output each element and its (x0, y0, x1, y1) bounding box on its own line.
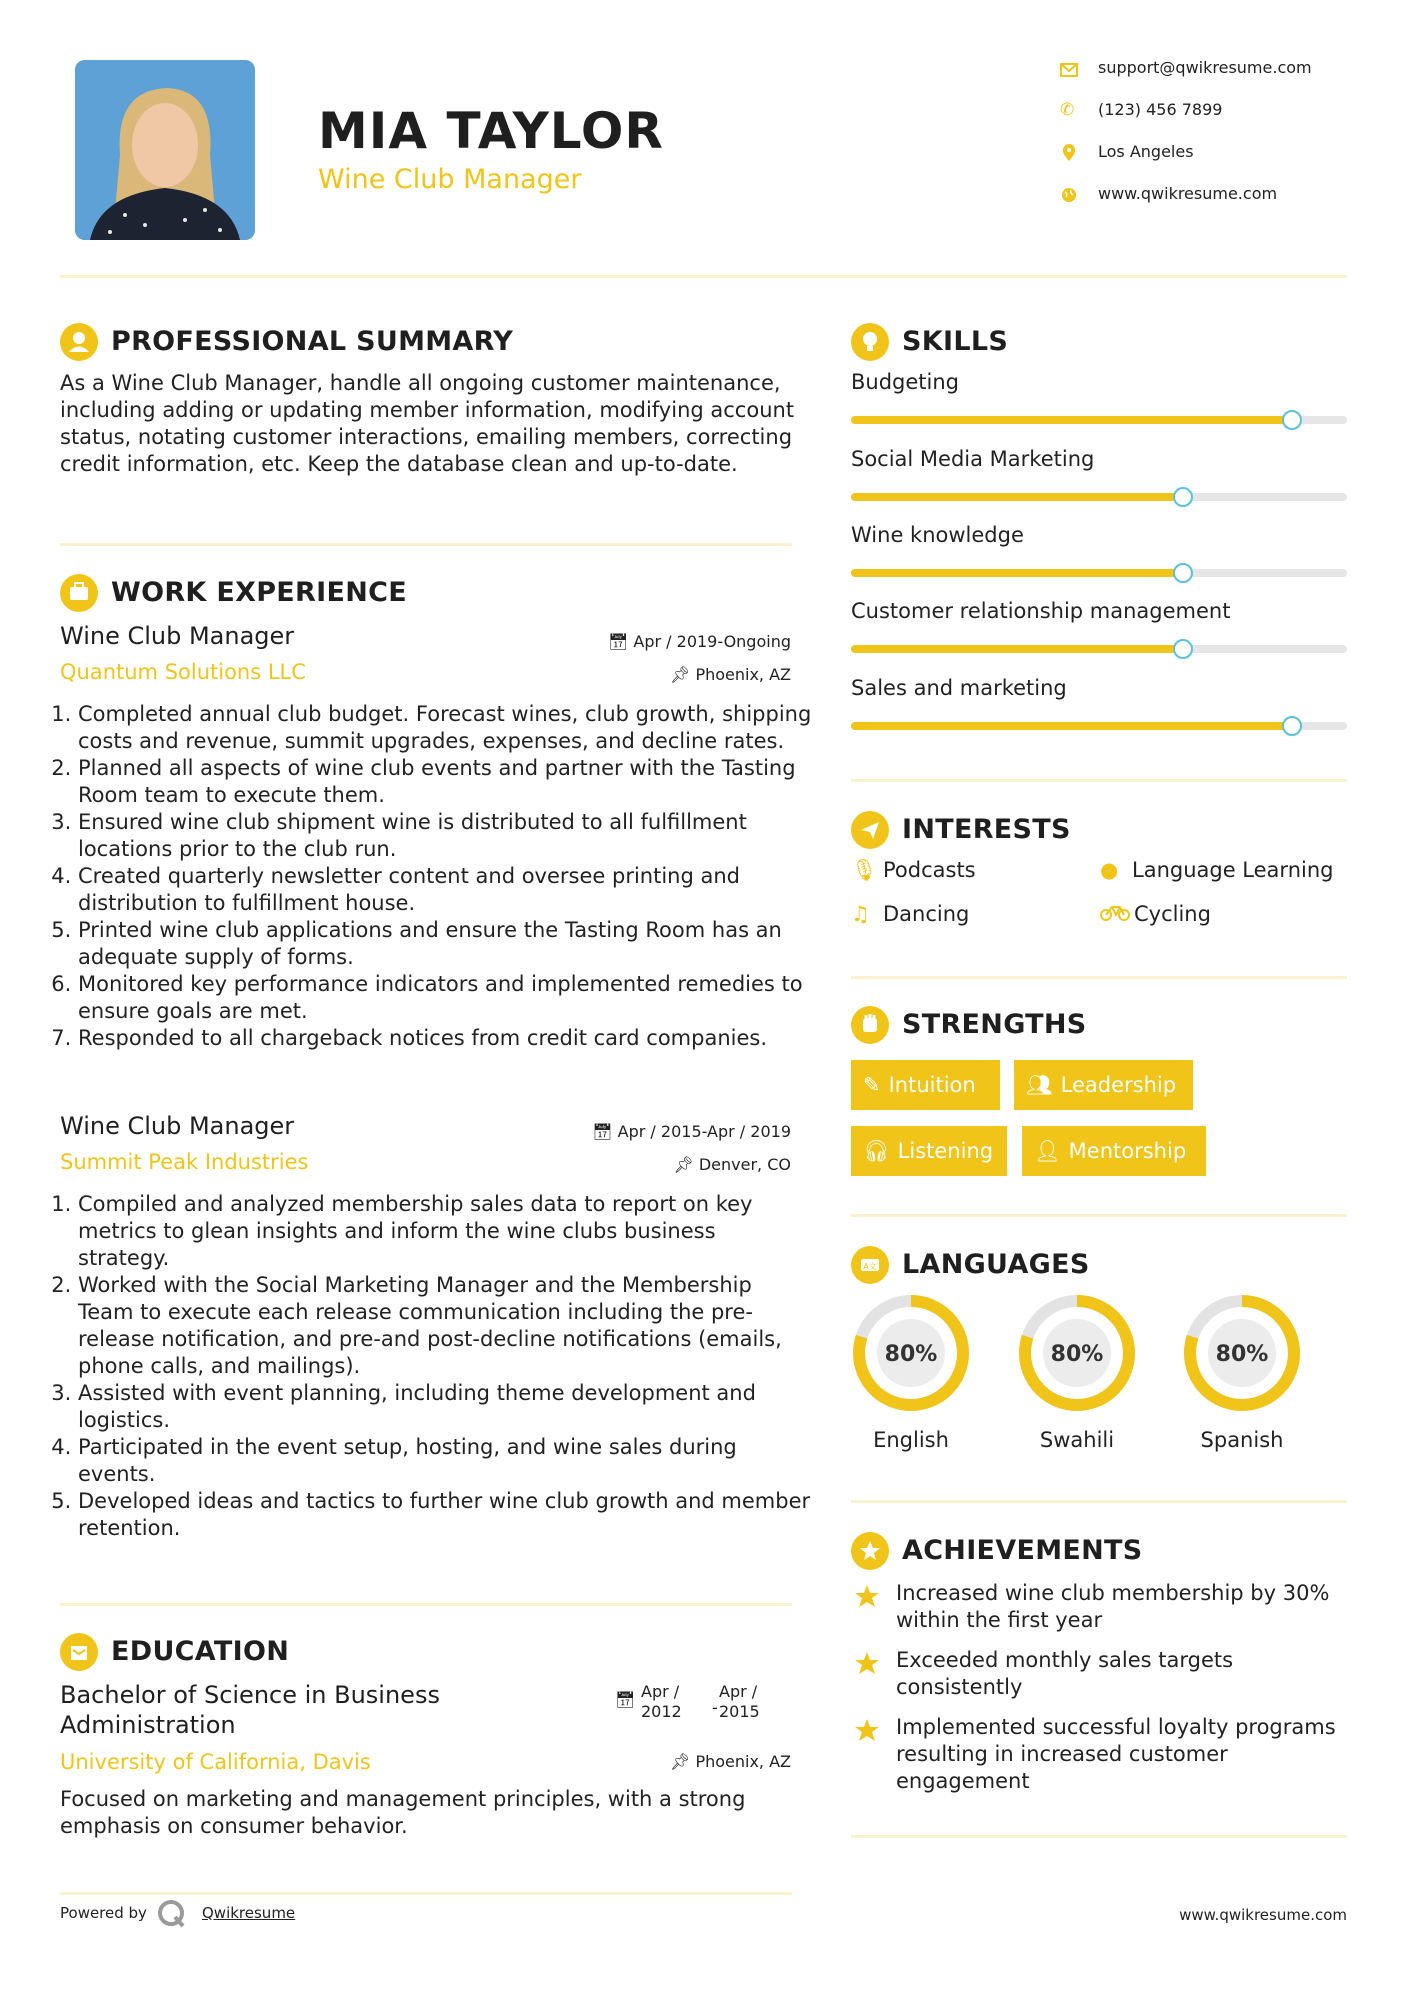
lightbulb-icon (851, 323, 889, 361)
calendar-icon: 📅︎ (607, 632, 629, 651)
achievement-item: Increased wine club membership by 30% within the first year (851, 1580, 1347, 1634)
skill-label: Social Media Marketing (851, 447, 1095, 471)
list-item: 4. Participated in the event setup, hosting, and wine sales during events. (78, 1434, 813, 1488)
experience-divider (60, 1603, 792, 1606)
list-item: 1. Completed annual club budget. Forecast wines, club growth, shipping costs and revenue, summit upgrades, expenses, and decline rates. (78, 701, 813, 755)
languages-heading: LANGUAGES (902, 1249, 1090, 1280)
list-item: 1. Compiled and analyzed membership sales data to report on key metrics to glean insights and inform the wine clubs business strategy. (78, 1191, 813, 1272)
job-1-bullets (58, 701, 813, 1052)
skill-level-handle (1173, 639, 1193, 659)
list-item: 3. Ensured wine club shipment wine is distributed to all fulfillment locations prior to the club run. (78, 809, 813, 863)
summary-heading: PROFESSIONAL SUMMARY (111, 326, 514, 357)
user-plus-icon: 👤︎ (1034, 1139, 1061, 1163)
summary-text: As a Wine Club Manager, handle all ongoing customer maintenance, including adding or updating member information, modifying account status, notating customer interactions, emailing members, correcting credit information, etc. Keep the database clean and up-to-date. (60, 371, 795, 476)
skill-label: Sales and marketing (851, 676, 1067, 700)
pin-icon: 📌︎ (673, 1155, 694, 1174)
language-item (1016, 1292, 1138, 1452)
map-pin-icon (1062, 144, 1076, 162)
graduation-icon (60, 1633, 98, 1671)
summary-divider (60, 543, 792, 546)
globe-icon: ● (1100, 858, 1119, 882)
list-item: 7. Responded to all chargeback notices from credit card companies. (78, 1025, 813, 1052)
qwikresume-link[interactable]: Qwikresume (202, 1904, 296, 1922)
list-item: 2. Planned all aspects of wine club events and partner with the Tasting Room team to execute them. (78, 755, 813, 809)
education-heading: EDUCATION (111, 1636, 290, 1667)
job-1-company: Quantum Solutions LLC (60, 660, 306, 684)
language-name: English (873, 1428, 949, 1452)
strengths-divider (851, 1214, 1347, 1217)
interest-language-learning: ● Language Learning (1100, 858, 1334, 882)
footer-site-link[interactable]: www.qwikresume.com (1179, 1906, 1347, 1924)
skill-level-handle (1282, 716, 1302, 736)
interest-cycling: Cycling (1100, 902, 1211, 926)
interest-dancing: ♫ Dancing (851, 902, 970, 926)
job-2-company: Summit Peak Industries (60, 1150, 309, 1174)
interest-podcasts: 🎙︎ Podcasts (851, 858, 976, 882)
skill-label: Customer relationship management (851, 599, 1231, 623)
headphones-icon: 🎧︎ (863, 1139, 890, 1163)
user-icon (60, 323, 98, 361)
list-item: 6. Monitored key performance indicators and implemented remedies to ensure goals are met. (78, 971, 813, 1025)
list-item: 5. Developed ideas and tactics to further wine club growth and member retention. (78, 1488, 813, 1542)
interests-divider (851, 976, 1347, 979)
language-ring (1016, 1292, 1138, 1414)
powered-by-label: Powered by (60, 1904, 147, 1922)
degree-line-2: Administration (60, 1711, 236, 1739)
group-icon: 👥︎ (1026, 1073, 1053, 1097)
experience-heading: WORK EXPERIENCE (111, 577, 407, 608)
languages-divider (851, 1500, 1347, 1503)
bicycle-icon (1100, 902, 1134, 926)
language-name: Spanish (1200, 1428, 1284, 1452)
education-school: University of California, Davis (60, 1750, 371, 1774)
achievement-item: Exceeded monthly sales targets consistently (851, 1647, 1347, 1701)
star-badge-icon (851, 1532, 889, 1570)
star-icon (851, 1651, 881, 1677)
candidate-name: MIA TAYLOR (318, 102, 664, 160)
job-2-location: 📌︎ Denver, CO (673, 1155, 791, 1174)
job-1-dates: 📅︎ Apr / 2019-Ongoing (607, 632, 791, 651)
calendar-icon: 📅︎ (615, 1690, 636, 1709)
envelope-icon (1060, 63, 1078, 77)
svg-text:80%: 80% (1215, 1342, 1269, 1367)
globe-icon (1061, 187, 1077, 203)
header-divider (60, 275, 1347, 278)
strength-tag: ✎ Intuition (851, 1060, 1000, 1110)
job-2-role: Wine Club Manager (60, 1112, 295, 1140)
star-icon (851, 1584, 881, 1610)
list-item: 3. Assisted with event planning, including theme development and logistics. (78, 1380, 813, 1434)
briefcase-icon (60, 574, 98, 612)
skills-divider (851, 779, 1347, 782)
strength-tag: 👥︎ Leadership (1014, 1060, 1193, 1110)
education-text: Focused on marketing and management principles, with a strong emphasis on consumer behavior. (60, 1787, 746, 1838)
phone-icon: ✆ (1060, 100, 1075, 120)
list-item: 5. Printed wine club applications and ensure the Tasting Room has an adequate supply of forms. (78, 917, 813, 971)
svg-text:80%: 80% (884, 1342, 938, 1367)
skill-bar (851, 722, 1347, 730)
pin-icon: 📌︎ (670, 665, 691, 684)
education-location: 📌︎ Phoenix, AZ (670, 1752, 791, 1771)
job-2-dates: 📅︎ Apr / 2015-Apr / 2019 (592, 1122, 791, 1141)
strengths-heading: STRENGTHS (902, 1009, 1087, 1040)
profile-photo (75, 60, 255, 240)
skill-level-handle (1173, 487, 1193, 507)
skill-label: Wine knowledge (851, 523, 1024, 547)
list-item: 2. Worked with the Social Marketing Manager and the Membership Team to execute each release communication including the pre-release notification, and pre-and post-decline notifications (emails, phone calls, and mailings). (78, 1272, 813, 1380)
language-ring (1181, 1292, 1303, 1414)
candidate-title: Wine Club Manager (318, 164, 582, 195)
interests-heading: INTERESTS (902, 814, 1071, 845)
calendar-icon: 📅︎ (592, 1122, 613, 1141)
achievements-heading: ACHIEVEMENTS (902, 1535, 1143, 1566)
music-note-icon: ♫ (851, 902, 870, 926)
paper-plane-icon (851, 811, 889, 849)
achievements-divider (851, 1835, 1347, 1838)
degree-line-1: Bachelor of Science in Business (60, 1681, 440, 1709)
skill-level-handle (1282, 410, 1302, 430)
qwikresume-logo-icon (157, 1899, 187, 1929)
skill-label: Budgeting (851, 370, 960, 394)
language-ring (850, 1292, 972, 1414)
skill-bar (851, 569, 1347, 577)
skill-bar (851, 645, 1347, 653)
achievement-item: Implemented successful loyalty programs resulting in increased customer engagement (851, 1714, 1347, 1795)
skill-bar (851, 493, 1347, 501)
magic-wand-icon: ✎ (863, 1073, 881, 1097)
language-item (850, 1292, 972, 1452)
strength-tag: 👤︎ Mentorship (1022, 1126, 1206, 1176)
job-1-location: 📌︎ Phoenix, AZ (670, 665, 791, 684)
microphone-icon: 🎙︎ (851, 858, 878, 882)
pin-icon: 📌︎ (670, 1752, 691, 1771)
raised-fist-icon (851, 1006, 889, 1044)
star-icon (851, 1718, 881, 1744)
skill-level-handle (1173, 563, 1193, 583)
list-item: 4. Created quarterly newsletter content and oversee printing and distribution to fulfillment house. (78, 863, 813, 917)
svg-text:80%: 80% (1050, 1342, 1104, 1367)
language-icon (851, 1246, 889, 1284)
skills-heading: SKILLS (902, 326, 1009, 357)
svg-text:A文: A文 (863, 1262, 877, 1271)
skill-bar (851, 416, 1347, 424)
language-item (1181, 1292, 1303, 1452)
footer-divider-left (60, 1892, 792, 1895)
job-1-role: Wine Club Manager (60, 622, 295, 650)
education-dates: 📅︎ Apr / 2012 - Apr / 2015 (615, 1682, 760, 1721)
strength-tag: 🎧︎ Listening (851, 1126, 1007, 1176)
job-2-bullets (58, 1191, 813, 1542)
language-name: Swahili (1039, 1428, 1115, 1452)
